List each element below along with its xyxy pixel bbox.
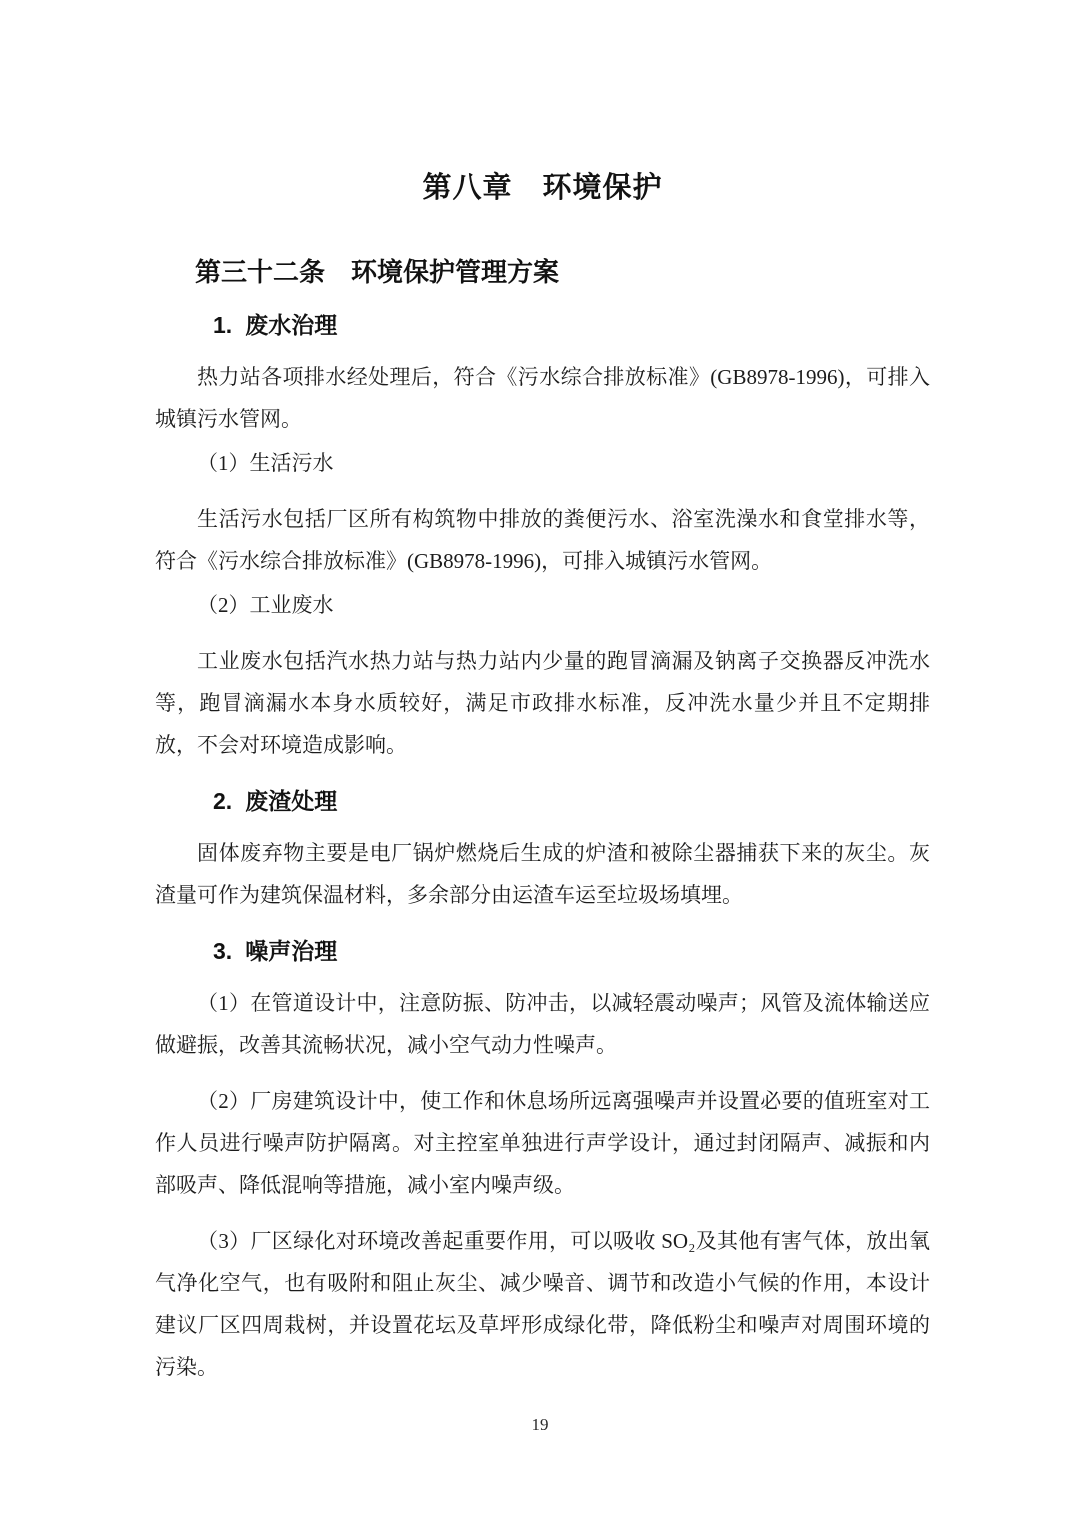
numbered-heading	[155, 934, 930, 968]
body-paragraph: （2）厂房建筑设计中，使工作和休息场所远离强噪声并设置必要的值班室对工作人员进行噪声防护隔离。对主控室单独进行声学设计，通过封闭隔声、减振和内部吸声、降低混响等措施，减小室内噪声级。	[155, 1089, 930, 1197]
numbered-heading	[155, 784, 930, 818]
page-number: 19	[531, 1415, 549, 1434]
section-heading: 第三十二条 环境保护管理方案	[195, 257, 560, 287]
body-paragraph: （3）厂区绿化对环境改善起重要作用，可以吸收 SO₂及其他有害气体，放出氧气净化空气，也有吸附和阻止灰尘、减少噪音、调节和改造小气候的作用，本设计建议厂区四周栽树，并设置花坛及草坪形成绿化带，降低粉尘和噪声对周围环境的污染。	[155, 1229, 930, 1379]
heading-text: 噪声治理	[245, 938, 338, 964]
body-paragraph: 热力站各项排水经处理后，符合《污水综合排放标准》(GB8978-1996)，可排入城镇污水管网。	[155, 365, 930, 431]
document-content	[155, 0, 930, 1388]
body-paragraph: 生活污水包括厂区所有构筑物中排放的粪便污水、浴室洗澡水和食堂排水等，符合《污水综合排放标准》(GB8978-1996)，可排入城镇污水管网。	[155, 507, 930, 573]
document-body	[155, 254, 930, 1388]
body-paragraph: 固体废弃物主要是电厂锅炉燃烧后生成的炉渣和被除尘器捕获下来的灰尘。灰渣量可作为建筑保温材料，多余部分由运渣车运至垃圾场填埋。	[155, 841, 930, 907]
heading-number: 3.	[213, 938, 233, 964]
heading-number: 2.	[213, 788, 233, 814]
heading-text: 废水治理	[245, 312, 338, 338]
body-paragraph: 工业废水包括汽水热力站与热力站内少量的跑冒滴漏及钠离子交换器反冲洗水等，跑冒滴漏水本身水质较好，满足市政排水标准，反冲洗水量少并且不定期排放，不会对环境造成影响。	[155, 649, 930, 757]
body-paragraph: （1）在管道设计中，注意防振、防冲击，以减轻震动噪声；风管及流体输送应做避振，改善其流畅状况，减小空气动力性噪声。	[155, 991, 930, 1057]
list-subheading: （2）工业废水	[197, 593, 334, 617]
heading-text: 废渣处理	[245, 788, 338, 814]
chapter-title: 第八章 环境保护	[422, 172, 663, 204]
list-subheading: （1）生活污水	[197, 451, 334, 475]
numbered-heading	[155, 308, 930, 342]
heading-number: 1.	[213, 312, 233, 338]
